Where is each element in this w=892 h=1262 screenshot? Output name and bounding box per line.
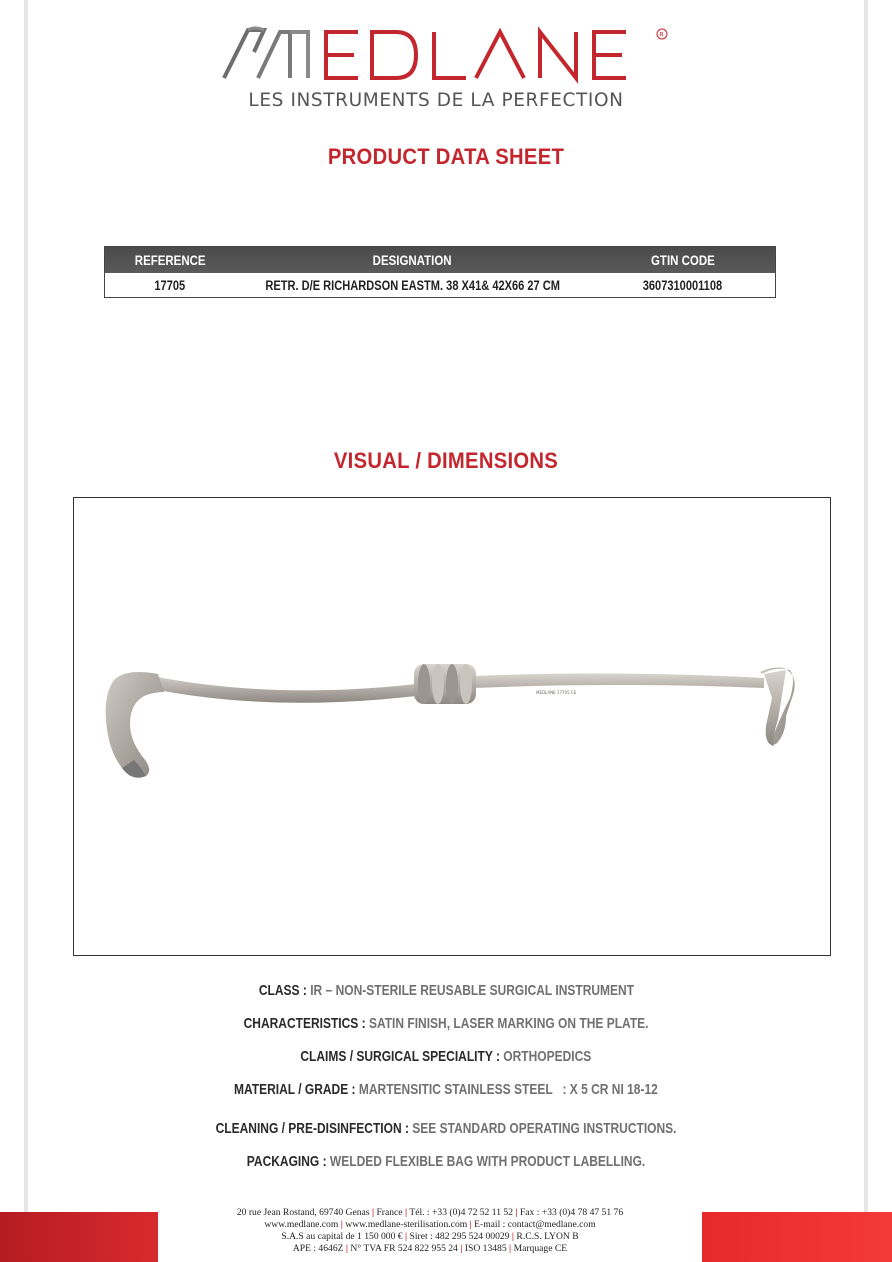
spec-class: CLASS : IR – NON-STERILE REUSABLE SURGICAL INSTRUMENT — [258, 982, 634, 999]
cell-reference: 17705 — [154, 277, 186, 293]
spec-material: MATERIAL / GRADE : MARTENSITIC STAINLESS STEEL : X 5 CR NI 18-12 — [234, 1081, 658, 1098]
visual-dimensions-title: VISUAL / DIMENSIONS — [333, 448, 559, 473]
header-designation: DESIGNATION — [373, 252, 452, 268]
footer-bar-left — [0, 1212, 158, 1262]
header-reference: REFERENCE — [134, 252, 206, 268]
header-gtin: GTIN CODE — [650, 252, 715, 268]
email-link[interactable]: E-mail : contact@medlane.com — [474, 1219, 596, 1230]
table-header-row — [105, 247, 775, 273]
footer-line-address: 20 rue Jean Rostand, 69740 Genas | France | Tél. : +33 (0)4 72 52 11 52 | Fax : +33 (0)4 78 47 51 76 — [236, 1207, 624, 1218]
brand-tagline: LES INSTRUMENTS DE LA PERFECTION — [248, 90, 624, 111]
table-row — [105, 273, 775, 297]
medlane-logo-icon — [218, 18, 678, 88]
spec-cleaning: CLEANING / PRE-DISINFECTION : SEE STANDARD OPERATING INSTRUCTIONS. — [215, 1120, 677, 1137]
product-data-sheet-title: PRODUCT DATA SHEET — [327, 144, 565, 169]
registered-mark: R — [659, 30, 664, 39]
spec-claims: CLAIMS / SURGICAL SPECIALITY : ORTHOPEDICS — [300, 1048, 592, 1065]
product-visual-frame — [73, 497, 831, 956]
footer-line-legal: APE : 4646Z | N° TVA FR 524 822 955 24 | ISO 13485 | Marquage CE — [292, 1243, 568, 1254]
spec-packaging: PACKAGING : WELDED FLEXIBLE BAG WITH PRODUCT LABELLING. — [246, 1153, 646, 1170]
brand-logo — [218, 18, 678, 118]
grip-ridges-icon — [414, 664, 476, 704]
website-link[interactable]: www.medlane.com — [264, 1219, 339, 1230]
cell-gtin: 3607310001108 — [642, 277, 723, 293]
footer-line-web: www.medlane.com | www.medlane-sterilisation.com | E-mail : contact@medlane.com — [264, 1219, 596, 1230]
footer-bar-right — [702, 1212, 892, 1262]
spec-characteristics: CHARACTERISTICS : SATIN FINISH, LASER MARKING ON THE PLATE. — [243, 1015, 649, 1032]
cell-designation: RETR. D/E RICHARDSON EASTM. 38 X41& 42X66 27 CM — [265, 277, 560, 293]
sterilisation-website-link[interactable]: www.medlane-sterilisation.com — [345, 1219, 468, 1230]
retractor-image — [74, 498, 830, 955]
footer-contact — [160, 1207, 700, 1255]
product-table — [104, 246, 776, 298]
footer-line-company: S.A.S au capital de 1 150 000 € | Siret : 482 295 524 00029 | R.C.S. LYON B — [281, 1231, 579, 1242]
laser-marking: MEDLANE 17705 CE — [536, 690, 577, 695]
